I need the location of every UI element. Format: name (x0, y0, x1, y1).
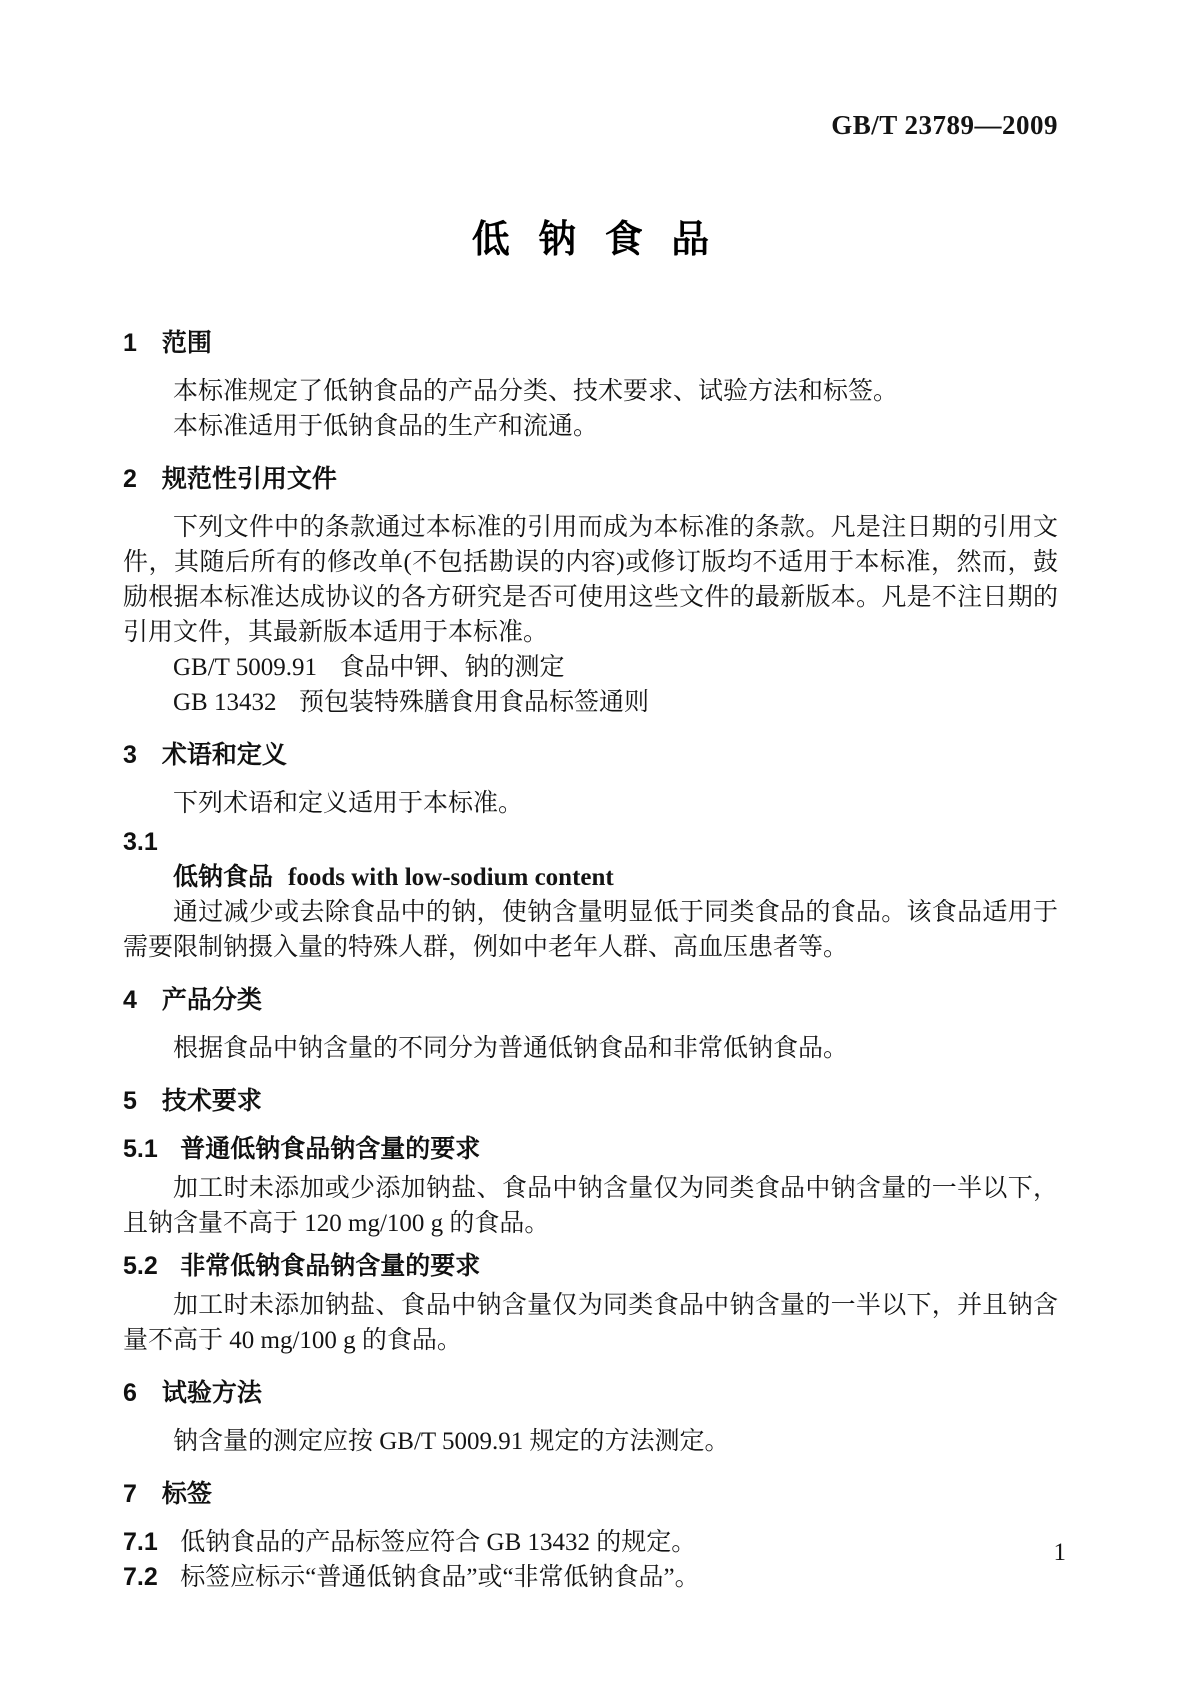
section-3-number: 3 (123, 741, 137, 769)
section-4-paragraph-1: 根据食品中钠含量的不同分为普通低钠食品和非常低钠食品。 (173, 1035, 849, 1062)
section-6-number: 6 (123, 1379, 137, 1407)
reference-code: GB 13432 (173, 689, 277, 716)
section-2-number: 2 (123, 465, 137, 493)
standard-code: GB/T 23789—2009 (831, 110, 1058, 140)
subsection-5-2-paragraph: 加工时未添加钠盐、食品中钠含量仅为同类食品中钠含量的一半以下，并且钠含量不高于 40 mg/100 g 的食品。 (123, 1292, 1058, 1354)
section-1-title: 范围 (161, 329, 212, 357)
section-1-paragraph-2: 本标准适用于低钠食品的生产和流通。 (173, 413, 599, 440)
term-english: foods with low-sodium content (288, 864, 614, 891)
term-chinese: 低钠食品 (173, 863, 274, 891)
clause-7-2-number: 7.2 (123, 1563, 158, 1591)
subsection-5-1-title: 普通低钠食品钠含量的要求 (180, 1135, 481, 1163)
subsection-5-2-title: 非常低钠食品钠含量的要求 (180, 1252, 481, 1280)
section-2-paragraph-1: 下列文件中的条款通过本标准的引用而成为本标准的条款。凡是注日期的引用文件，其随后所有的修改单(不包括勘误的内容)或修订版均不适用于本标准，然而，鼓励根据本标准达成协议的各方研究是否可使用这些文件的最新版本。凡是不注日期的引用文件，其最新版本适用于本标准。 (123, 514, 1058, 646)
section-2-title: 规范性引用文件 (161, 465, 337, 493)
term-definition-heading (123, 860, 1058, 895)
section-5-title: 技术要求 (161, 1087, 262, 1115)
normative-reference (123, 685, 1058, 720)
subsection-5-2-number: 5.2 (123, 1252, 158, 1280)
section-1-number: 1 (123, 329, 137, 357)
subsection-5-1-number: 5.1 (123, 1135, 158, 1163)
reference-code: GB/T 5009.91 (173, 654, 317, 681)
section-7-heading (123, 1477, 1058, 1512)
section-1-heading (123, 326, 1058, 361)
normative-reference (123, 650, 1058, 685)
clause-7-1-number: 7.1 (123, 1528, 158, 1556)
section-6-paragraph-1: 钠含量的测定应按 GB/T 5009.91 规定的方法测定。 (173, 1428, 730, 1455)
section-4-number: 4 (123, 986, 137, 1014)
section-3-title: 术语和定义 (161, 741, 287, 769)
page-number: 1 (1053, 1539, 1066, 1566)
reference-title: 食品中钾、钠的测定 (339, 654, 565, 681)
section-6-title: 试验方法 (161, 1379, 262, 1407)
reference-title: 预包装特殊膳食用食品标签通则 (298, 689, 649, 716)
section-7-number: 7 (123, 1480, 137, 1508)
clause-7-2 (123, 1560, 1058, 1595)
subsection-5-1-paragraph: 加工时未添加或少添加钠盐、食品中钠含量仅为同类食品中钠含量的一半以下，且钠含量不高于 120 mg/100 g 的食品。 (123, 1175, 1058, 1237)
subsection-5-2-heading (123, 1249, 1058, 1284)
clause-7-1-text: 低钠食品的产品标签应符合 GB 13432 的规定。 (180, 1529, 697, 1556)
section-3-heading (123, 738, 1058, 773)
clause-7-1 (123, 1525, 1058, 1560)
subsection-5-1-heading (123, 1132, 1058, 1167)
section-1-paragraph-1: 本标准规定了低钠食品的产品分类、技术要求、试验方法和标签。 (173, 378, 899, 405)
document-title: 低钠食品 (471, 219, 738, 261)
section-5-heading (123, 1084, 1058, 1119)
clause-7-2-text: 标签应标示“普通低钠食品”或“非常低钠食品”。 (180, 1564, 700, 1591)
section-5-number: 5 (123, 1087, 137, 1115)
section-2-heading (123, 462, 1058, 497)
section-4-title: 产品分类 (161, 986, 262, 1014)
term-definition-text: 通过减少或去除食品中的钠，使钠含量明显低于同类食品的食品。该食品适用于需要限制钠摄入量的特殊人群，例如中老年人群、高血压患者等。 (123, 899, 1058, 961)
section-6-heading (123, 1376, 1058, 1411)
section-4-heading (123, 983, 1058, 1018)
section-7-title: 标签 (161, 1480, 212, 1508)
term-clause-number: 3.1 (123, 828, 158, 856)
section-3-paragraph-1: 下列术语和定义适用于本标准。 (173, 790, 524, 817)
